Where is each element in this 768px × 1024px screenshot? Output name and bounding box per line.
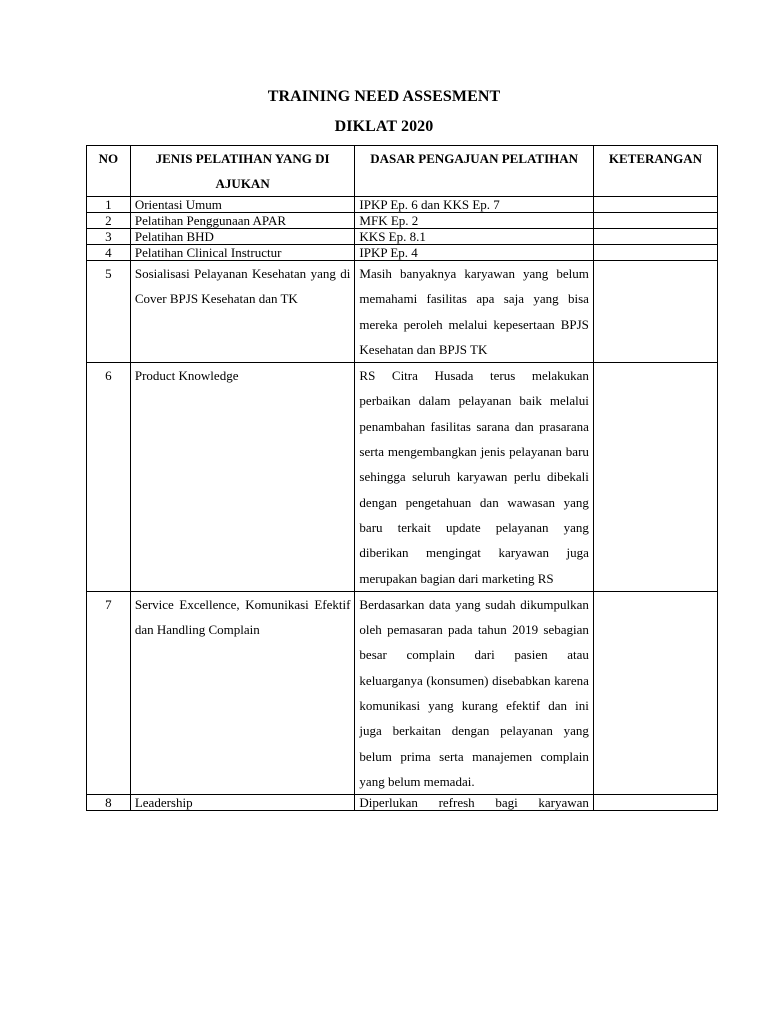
table-row — [87, 363, 718, 592]
row-no: 4 — [87, 245, 131, 261]
row-jenis: Pelatihan Clinical Instructur — [130, 245, 355, 261]
row-keterangan — [593, 363, 717, 592]
row-jenis: Orientasi Umum — [130, 197, 355, 213]
row-keterangan — [593, 261, 717, 363]
row-keterangan — [593, 591, 717, 794]
header-jenis: JENIS PELATIHAN YANG DI AJUKAN — [130, 146, 355, 197]
row-jenis: Sosialisasi Pelayanan Kesehatan yang di Cover BPJS Kesehatan dan TK — [130, 261, 355, 363]
row-dasar: Masih banyaknya karyawan yang belum memahami fasilitas apa saja yang bisa mereka peroleh melalui kepesertaan BPJS Kesehatan dan BPJS TK — [355, 261, 593, 363]
row-no: 6 — [87, 363, 131, 592]
row-keterangan — [593, 795, 717, 811]
table-row — [87, 213, 718, 229]
training-table — [86, 145, 718, 811]
row-no: 8 — [87, 795, 131, 811]
row-no: 3 — [87, 229, 131, 245]
table-row — [87, 795, 718, 811]
table-header-row — [87, 146, 718, 197]
table-row — [87, 229, 718, 245]
row-dasar: IPKP Ep. 6 dan KKS Ep. 7 — [355, 197, 593, 213]
row-jenis: Leadership — [130, 795, 355, 811]
row-jenis: Service Excellence, Komunikasi Efektif dan Handling Complain — [130, 591, 355, 794]
table-row — [87, 245, 718, 261]
table-row — [87, 197, 718, 213]
row-jenis: Product Knowledge — [130, 363, 355, 592]
document-title: TRAINING NEED ASSESMENT — [267, 88, 501, 105]
header-dasar: DASAR PENGAJUAN PELATIHAN — [355, 146, 593, 197]
row-dasar: MFK Ep. 2 — [355, 213, 593, 229]
row-keterangan — [593, 213, 717, 229]
header-no: NO — [87, 146, 131, 197]
row-no: 7 — [87, 591, 131, 794]
row-jenis: Pelatihan Penggunaan APAR — [130, 213, 355, 229]
row-keterangan — [593, 229, 717, 245]
row-no: 1 — [87, 197, 131, 213]
document-subtitle: DIKLAT 2020 — [334, 118, 434, 135]
header-keterangan: KETERANGAN — [593, 146, 717, 197]
row-keterangan — [593, 197, 717, 213]
row-dasar: Diperlukan refresh bagi karyawan — [355, 795, 593, 811]
row-no: 2 — [87, 213, 131, 229]
row-dasar: RS Citra Husada terus melakukan perbaikan dalam pelayanan baik melalui penambahan fasilitas sarana dan prasarana serta mengembangkan jenis pelayanan baru sehingga seluruh karyawan perlu dibekali dengan pengetahuan dan wawasan yang baru terkait update pelayanan yang diberikan mengingat karyawan juga merupakan bagian dari marketing RS — [355, 363, 593, 592]
row-dasar: Berdasarkan data yang sudah dikumpulkan oleh pemasaran pada tahun 2019 sebagian besar complain dari pasien atau keluarganya (konsumen) disebabkan karena komunikasi yang kurang efektif dan ini juga berkaitan dengan pelayanan yang belum prima serta manajemen complain yang belum memadai. — [355, 591, 593, 794]
row-no: 5 — [87, 261, 131, 363]
table-row — [87, 591, 718, 794]
row-jenis: Pelatihan BHD — [130, 229, 355, 245]
table-row — [87, 261, 718, 363]
row-dasar: IPKP Ep. 4 — [355, 245, 593, 261]
row-dasar: KKS Ep. 8.1 — [355, 229, 593, 245]
row-keterangan — [593, 245, 717, 261]
